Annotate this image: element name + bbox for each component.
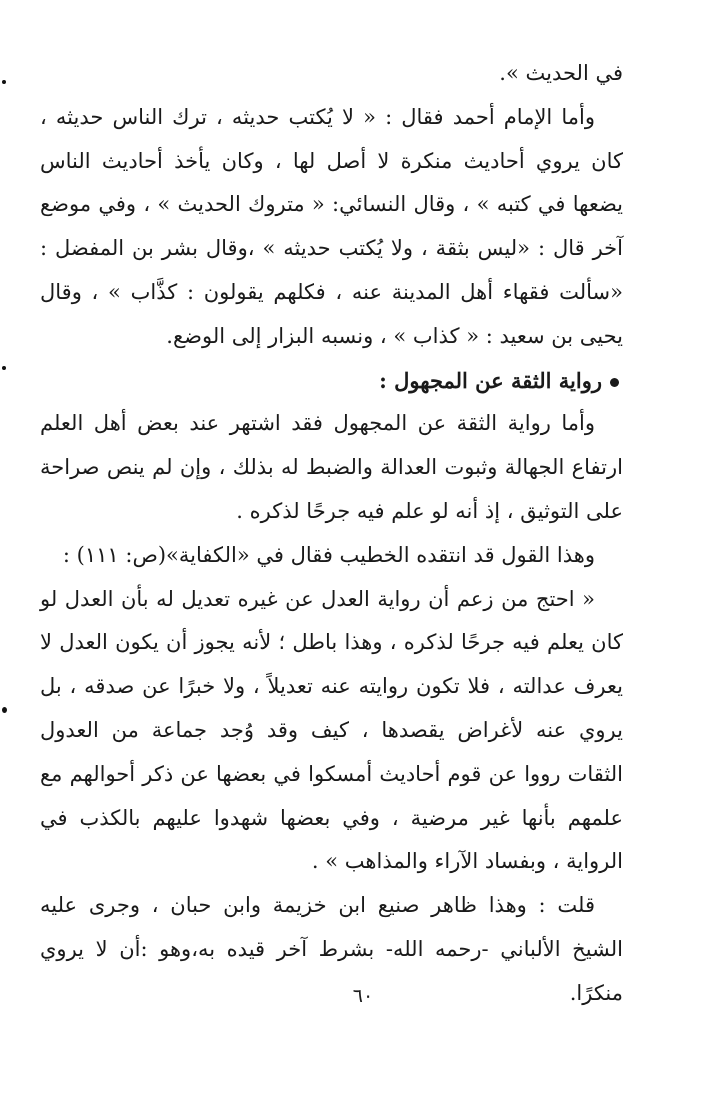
page-number: ٦٠ (352, 985, 374, 1007)
paragraph-1: في الحديث ». (499, 61, 623, 85)
paragraph-2: وأما الإمام أحمد فقال : « لا يُكتب حديثه ، ترك الناس حديثه ، كان يروي أحاديث منكرة لا أصل لها ، وكان يأخذ أحاديث الناس يضعها في كتبه » ، وقال النسائي: « متروك الحديث » ، وفي موضع آخر قال : «ليس بثقة ، ولا يُكتب حديثه » ،وقال بشر بن المفضل : «سألت فقهاء أهل المدينة عنه ، فكلهم يقولون : كذَّاب » ، وقال يحيى بن سعيد : « كذاب » ، ونسبه البزار إلى الوضع. (40, 104, 623, 348)
page-body (40, 52, 623, 1016)
quotation-paragraph: « احتج من زعم أن رواية العدل عن غيره تعديل له بأن العدل لو كان يعلم فيه جرحًا لذكره ، وهذا باطل ؛ لأنه يجوز أن يكون العدل لا يعرف عدالته ، فلا تكون روايته عنه تعديلاً ، ولا خبرًا عن صدقه ، بل يروي عنه لأغراض يقصدها ، كيف وقد وُجد جماعة من العدول الثقات رووا عن قوم أحاديث أمسكوا في بعضها عن ذكر أحوالهم مع علمهم بأنها غير مرضية ، وفي بعضها شهدوا عليهم بالكذب في الرواية ، وبفساد الآراء والمذاهب » . (40, 586, 623, 874)
paragraph-6: قلت : وهذا ظاهر صنيع ابن خزيمة وابن حبان ، وجرى عليه الشيخ الألباني -رحمه الله- بشرط آخر قيده به،وهو :أن لا يروي منكرًا. (40, 893, 623, 1005)
scan-mark (2, 80, 6, 84)
scan-mark (2, 366, 6, 370)
section-heading (40, 359, 623, 403)
scan-mark (2, 707, 7, 713)
paragraph-4: وهذا القول قد انتقده الخطيب فقال في «الكفاية»(ص: ١١١) : (62, 542, 595, 567)
section-heading-text: رواية الثقة عن المجهول : (379, 367, 602, 393)
bullet-icon (610, 378, 619, 387)
paragraph-3: وأما رواية الثقة عن المجهول فقد اشتهر عند بعض أهل العلم ارتفاع الجهالة وثبوت العدالة والضبط له بذلك ، وإن لم ينص صراحة على التوثيق ، إذ أنه لو علم فيه جرحًا لذكره . (40, 411, 623, 523)
